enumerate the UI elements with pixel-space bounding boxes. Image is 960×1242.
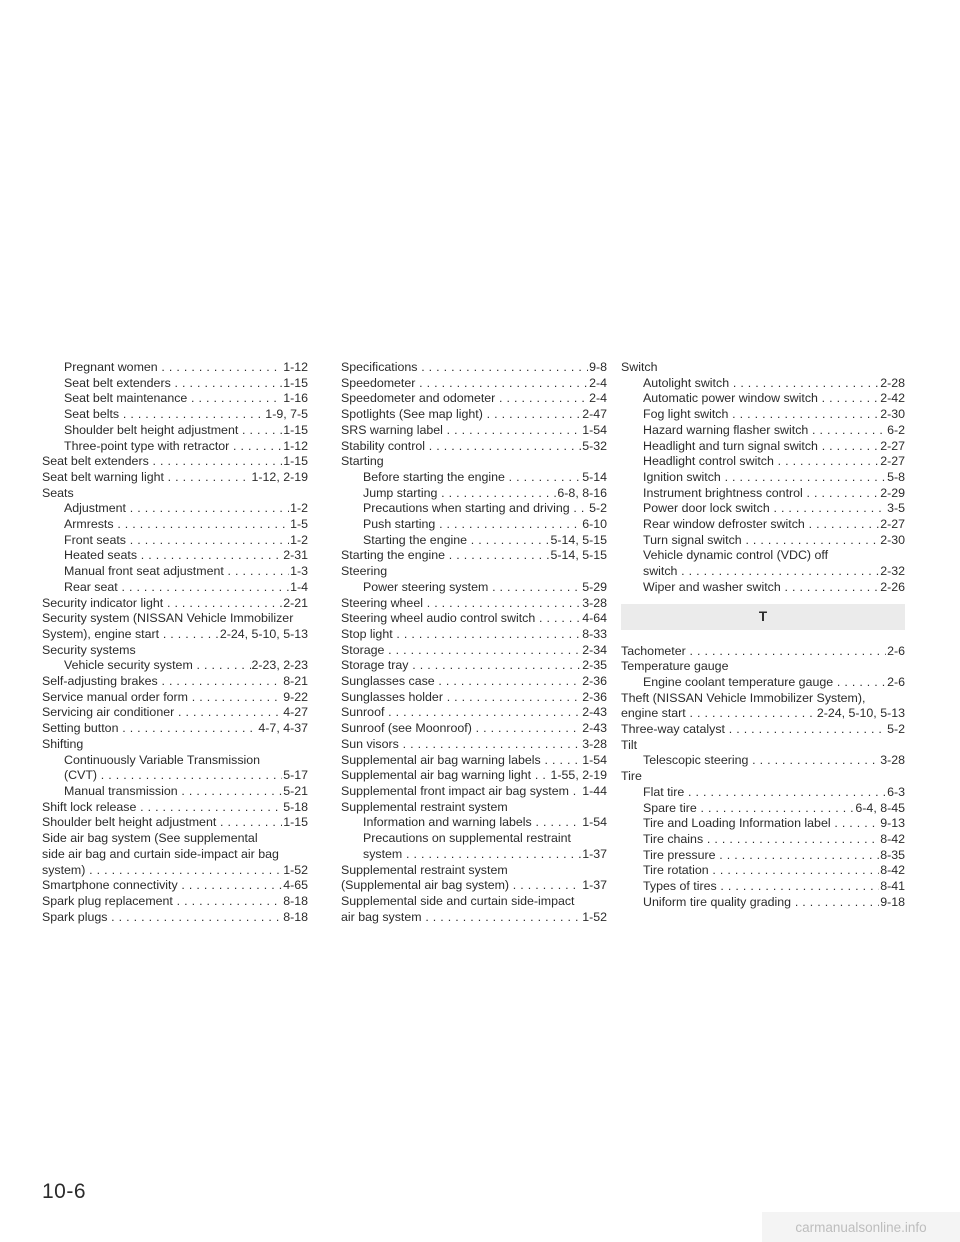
- entry-page-ref: 6-10: [582, 517, 607, 532]
- entry-text: Steering: [341, 564, 388, 579]
- entry-page-ref: 2-23, 2-23: [251, 658, 308, 673]
- index-subentry: [341, 580, 607, 596]
- entry-text: Power door lock switch . . .: [643, 501, 886, 517]
- entry-page-ref: 1-9, 7-5: [265, 407, 308, 422]
- index-entry: [42, 674, 308, 690]
- entry-text: System), engine start . . .: [42, 627, 219, 643]
- entry-text: Vehicle dynamic control (VDC) off: [643, 548, 829, 563]
- index-subentry: [341, 847, 607, 863]
- entry-page-ref: 2-24, 5-10, 5-13: [219, 626, 308, 641]
- index-subentry: [621, 801, 905, 817]
- entry-page-ref: 1-15: [283, 422, 308, 437]
- entry-page-ref: 3-5: [887, 501, 905, 516]
- entry-text: Three-point type with retractor . . .: [64, 439, 282, 455]
- entry-page-ref: 9-8: [589, 360, 607, 374]
- index-entry: [42, 910, 308, 926]
- entry-page-ref: 8-42: [880, 863, 905, 878]
- entry-text: Supplemental restraint system: [341, 862, 508, 877]
- entry-text: Steering wheel audio control switch . . .: [341, 611, 581, 627]
- entry-text: Shift lock release . . .: [42, 800, 282, 816]
- entry-page-ref: 2-28: [880, 375, 905, 390]
- entry-page-ref: 2-43: [582, 705, 607, 720]
- entry-text: Servicing air conditioner . . .: [42, 705, 282, 721]
- index-subentry: [341, 501, 607, 517]
- entry-page-ref: 2-36: [582, 689, 607, 704]
- entry-text: Pregnant women . . .: [64, 360, 282, 376]
- entry-text: system) . . .: [42, 863, 282, 879]
- index-entry: [341, 705, 607, 721]
- index-subentry: [341, 831, 607, 847]
- index-subentry: [621, 832, 905, 848]
- entry-text: Supplemental air bag warning labels . . .: [341, 753, 581, 769]
- entry-page-ref: 1-15: [283, 815, 308, 830]
- index-entry: [341, 878, 607, 894]
- index-subentry: [621, 753, 905, 769]
- index-column-2: [341, 360, 607, 925]
- entry-text: Speedometer . . .: [341, 376, 588, 392]
- index-entry: [621, 738, 905, 754]
- entry-text: Precautions on supplemental restraint: [363, 831, 572, 846]
- entry-page-ref: 1-54: [582, 752, 607, 767]
- entry-text: Spark plugs . . .: [42, 910, 282, 926]
- index-entry: [341, 690, 607, 706]
- entry-text: Front seats . . .: [64, 533, 289, 549]
- entry-page-ref: 5-18: [283, 799, 308, 814]
- entry-page-ref: 2-24, 5-10, 5-13: [816, 706, 905, 721]
- index-entry: [341, 611, 607, 627]
- entry-text: Hazard warning flasher switch . . .: [643, 423, 886, 439]
- entry-page-ref: 5-17: [283, 768, 308, 783]
- entry-page-ref: 1-54: [582, 422, 607, 437]
- index-entry: [341, 643, 607, 659]
- section-header: T: [621, 604, 905, 630]
- entry-text: Tachometer . . .: [621, 644, 886, 660]
- index-entry: [341, 768, 607, 784]
- entry-text: Shoulder belt height adjustment . . .: [64, 423, 282, 439]
- entry-page-ref: 2-47: [582, 407, 607, 422]
- index-subentry: [621, 407, 905, 423]
- index-subentry: [42, 768, 308, 784]
- entry-page-ref: 8-21: [283, 674, 308, 689]
- index-column-1: [42, 360, 308, 925]
- index-entry: [42, 737, 308, 753]
- entry-text: Manual front seat adjustment . . .: [64, 564, 289, 580]
- index-subentry: [621, 486, 905, 502]
- entry-page-ref: 9-18: [880, 894, 905, 909]
- entry-page-ref: 8-18: [283, 893, 308, 908]
- entry-text: Heated seats . . .: [64, 548, 282, 564]
- entry-text: Storage . . .: [341, 643, 581, 659]
- index-subentry: [621, 848, 905, 864]
- entry-text: Spare tire . . .: [643, 801, 854, 817]
- entry-text: Side air bag system (See supplemental: [42, 831, 258, 846]
- index-subentry: [621, 863, 905, 879]
- index-entry: [341, 737, 607, 753]
- index-subentry: [42, 784, 308, 800]
- entry-text: Telescopic steering . . .: [643, 753, 879, 769]
- entry-page-ref: 2-42: [880, 391, 905, 406]
- index-entry: [341, 800, 607, 816]
- index-subentry: [341, 470, 607, 486]
- entry-page-ref: 9-22: [283, 689, 308, 704]
- entry-text: Sun visors . . .: [341, 737, 581, 753]
- entry-text: Theft (NISSAN Vehicle Immobilizer System),: [621, 690, 866, 705]
- entry-text: Seat belt extenders . . .: [64, 376, 282, 392]
- index-entry: [621, 644, 905, 660]
- entry-text: Supplemental front impact air bag system . . .: [341, 784, 581, 800]
- entry-page-ref: 5-14, 5-15: [550, 532, 607, 547]
- index-entry: [42, 847, 308, 863]
- index-entry: [341, 564, 607, 580]
- entry-page-ref: 8-42: [880, 831, 905, 846]
- entry-text: Seats: [42, 485, 74, 500]
- entry-text: Steering wheel . . .: [341, 596, 581, 612]
- entry-text: Jump starting . . .: [363, 486, 556, 502]
- entry-text: Precautions when starting and driving . . .: [363, 501, 588, 517]
- entry-page-ref: 1-55, 2-19: [550, 768, 607, 783]
- entry-text: Security systems: [42, 642, 136, 657]
- index-subentry: [621, 439, 905, 455]
- entry-text: Manual transmission . . .: [64, 784, 282, 800]
- index-subentry: [341, 486, 607, 502]
- entry-page-ref: 1-12: [283, 438, 308, 453]
- index-subentry: [621, 470, 905, 486]
- index-entry: [42, 596, 308, 612]
- entry-page-ref: 1-2: [290, 501, 308, 516]
- entry-page-ref: 2-26: [880, 579, 905, 594]
- watermark-text[interactable]: carmanualsonline.info: [762, 1212, 960, 1242]
- entry-page-ref: 5-29: [582, 579, 607, 594]
- entry-page-ref: 2-30: [880, 532, 905, 547]
- index-subentry: [341, 517, 607, 533]
- index-entry: [42, 831, 308, 847]
- index-entry: [341, 627, 607, 643]
- entry-text: Seat belt extenders . . .: [42, 454, 282, 470]
- index-entry: [341, 784, 607, 800]
- index-column-3: [621, 360, 905, 911]
- index-entry: [621, 706, 905, 722]
- entry-text: (CVT) . . .: [64, 768, 282, 784]
- index-subentry: [621, 816, 905, 832]
- entry-text: engine start . . .: [621, 706, 816, 722]
- entry-text: Autolight switch . . .: [643, 376, 879, 392]
- entry-text: Setting button . . .: [42, 721, 257, 737]
- entry-text: Speedometer and odometer . . .: [341, 391, 588, 407]
- entry-page-ref: 2-36: [582, 674, 607, 689]
- entry-page-ref: 1-37: [582, 878, 607, 893]
- entry-page-ref: 1-52: [283, 862, 308, 877]
- entry-text: Types of tires . . .: [643, 879, 879, 895]
- index-entry: [42, 705, 308, 721]
- entry-text: Smartphone connectivity . . .: [42, 878, 282, 894]
- index-subentry: [621, 423, 905, 439]
- index-subentry: [42, 376, 308, 392]
- entry-page-ref: 3-28: [582, 736, 607, 751]
- index-entry: [42, 486, 308, 502]
- entry-text: (Supplemental air bag system) . . .: [341, 878, 581, 894]
- entry-page-ref: 1-16: [283, 391, 308, 406]
- index-entry: [621, 722, 905, 738]
- entry-page-ref: 4-7, 4-37: [258, 721, 308, 736]
- entry-page-ref: 9-13: [880, 816, 905, 831]
- entry-text: air bag system . . .: [341, 910, 581, 926]
- entry-text: Wiper and washer switch . . .: [643, 580, 879, 596]
- entry-text: Power steering system . . .: [363, 580, 581, 596]
- entry-text: Specifications . . .: [341, 360, 588, 376]
- entry-page-ref: 2-4: [589, 375, 607, 390]
- index-entry: [42, 470, 308, 486]
- entry-page-ref: 1-54: [582, 815, 607, 830]
- entry-page-ref: 8-18: [283, 909, 308, 924]
- index-subentry: [42, 501, 308, 517]
- page-number: 10-6: [42, 1180, 87, 1203]
- entry-text: Before starting the engine . . .: [363, 470, 581, 486]
- entry-text: switch . . .: [643, 564, 879, 580]
- entry-text: Seat belt maintenance . . .: [64, 391, 282, 407]
- index-entry: [341, 658, 607, 674]
- index-entry: [42, 454, 308, 470]
- index-entry: [341, 863, 607, 879]
- index-entry: [621, 769, 905, 785]
- index-subentry: [621, 548, 905, 564]
- entry-text: Push starting . . .: [363, 517, 581, 533]
- entry-text: Seat belts . . .: [64, 407, 264, 423]
- entry-page-ref: 5-21: [283, 783, 308, 798]
- index-entry: [341, 753, 607, 769]
- index-entry: [42, 894, 308, 910]
- entry-text: Service manual order form . . .: [42, 690, 282, 706]
- entry-text: SRS warning label . . .: [341, 423, 581, 439]
- entry-text: Tire chains . . .: [643, 832, 879, 848]
- entry-text: Supplemental air bag warning light . . .: [341, 768, 550, 784]
- index-subentry: [341, 815, 607, 831]
- entry-text: Switch: [621, 360, 658, 374]
- entry-page-ref: 2-43: [582, 721, 607, 736]
- entry-text: Sunroof . . .: [341, 705, 581, 721]
- index-subentry: [341, 533, 607, 549]
- entry-text: Temperature gauge: [621, 659, 729, 674]
- entry-page-ref: 2-27: [880, 517, 905, 532]
- entry-text: Spark plug replacement . . .: [42, 894, 282, 910]
- index-subentry: [42, 439, 308, 455]
- entry-page-ref: 8-33: [582, 626, 607, 641]
- entry-text: Shoulder belt height adjustment . . .: [42, 815, 282, 831]
- index-entry: [42, 627, 308, 643]
- entry-page-ref: 6-3: [887, 784, 905, 799]
- entry-text: Stability control . . .: [341, 439, 581, 455]
- entry-text: Seat belt warning light . . .: [42, 470, 251, 486]
- index-entry: [621, 659, 905, 675]
- index-subentry: [42, 533, 308, 549]
- entry-text: Headlight and turn signal switch . . .: [643, 439, 879, 455]
- entry-page-ref: 5-32: [582, 438, 607, 453]
- index-subentry: [42, 548, 308, 564]
- index-entry: [341, 721, 607, 737]
- entry-text: Security system (NISSAN Vehicle Immobilizer: [42, 611, 294, 626]
- entry-page-ref: 4-27: [283, 705, 308, 720]
- index-subentry: [42, 658, 308, 674]
- entry-text: Security indicator light . . .: [42, 596, 282, 612]
- entry-text: Instrument brightness control . . .: [643, 486, 879, 502]
- entry-page-ref: 5-2: [589, 501, 607, 516]
- entry-text: Stop light . . .: [341, 627, 581, 643]
- index-subentry: [42, 564, 308, 580]
- entry-page-ref: 1-52: [582, 909, 607, 924]
- entry-page-ref: 4-65: [283, 878, 308, 893]
- entry-text: Armrests . . .: [64, 517, 289, 533]
- entry-page-ref: 6-4, 8-45: [855, 800, 905, 815]
- index-subentry: [42, 360, 308, 376]
- index-subentry: [42, 391, 308, 407]
- index-subentry: [621, 675, 905, 691]
- entry-page-ref: 2-35: [582, 658, 607, 673]
- index-subentry: [42, 753, 308, 769]
- entry-page-ref: 8-35: [880, 847, 905, 862]
- entry-page-ref: 1-44: [582, 783, 607, 798]
- index-entry: [341, 674, 607, 690]
- index-entry: [42, 815, 308, 831]
- entry-page-ref: 5-8: [887, 469, 905, 484]
- entry-page-ref: 2-21: [283, 595, 308, 610]
- entry-page-ref: 2-30: [880, 407, 905, 422]
- entry-text: Supplemental side and curtain side-impact: [341, 893, 575, 908]
- entry-page-ref: 1-2: [290, 532, 308, 547]
- index-subentry: [621, 785, 905, 801]
- entry-text: Sunglasses case . . .: [341, 674, 581, 690]
- entry-page-ref: 6-2: [887, 422, 905, 437]
- entry-page-ref: 6-8, 8-16: [557, 485, 607, 500]
- entry-text: Spotlights (See map light) . . .: [341, 407, 581, 423]
- entry-text: Continuously Variable Transmission: [64, 752, 261, 767]
- entry-text: Tire rotation . . .: [643, 863, 879, 879]
- entry-text: Supplemental restraint system: [341, 799, 508, 814]
- index-entry: [621, 691, 905, 707]
- index-entry: [341, 894, 607, 910]
- entry-text: Shifting: [42, 736, 84, 751]
- index-entry: [42, 721, 308, 737]
- entry-page-ref: 3-28: [880, 753, 905, 768]
- entry-text: Uniform tire quality grading . . .: [643, 895, 879, 911]
- index-entry: [341, 376, 607, 392]
- entry-page-ref: 2-32: [880, 564, 905, 579]
- entry-text: Automatic power window switch . . .: [643, 391, 879, 407]
- index-entry: [341, 454, 607, 470]
- index-entry: [42, 863, 308, 879]
- entry-text: Sunroof (see Moonroof) . . .: [341, 721, 581, 737]
- entry-text: Ignition switch . . .: [643, 470, 886, 486]
- index-subentry: [621, 895, 905, 911]
- index-entry: [341, 423, 607, 439]
- entry-page-ref: 1-12, 2-19: [251, 469, 308, 484]
- index-subentry: [42, 517, 308, 533]
- index-entry: [42, 643, 308, 659]
- entry-text: Tilt: [621, 737, 638, 752]
- index-subentry: [621, 533, 905, 549]
- entry-page-ref: 1-3: [290, 564, 308, 579]
- entry-page-ref: 5-2: [887, 722, 905, 737]
- index-entry: [341, 439, 607, 455]
- entry-page-ref: 2-34: [582, 642, 607, 657]
- entry-text: Adjustment . . .: [64, 501, 289, 517]
- entry-text: Fog light switch . . .: [643, 407, 879, 423]
- index-subentry: [621, 501, 905, 517]
- entry-page-ref: 2-27: [880, 438, 905, 453]
- entry-text: Headlight control switch . . .: [643, 454, 879, 470]
- entry-text: side air bag and curtain side-impact air bag: [42, 846, 279, 861]
- entry-text: Sunglasses holder . . .: [341, 690, 581, 706]
- entry-text: Tire and Loading Information label . . .: [643, 816, 879, 832]
- entry-text: Starting the engine . . .: [341, 548, 550, 564]
- entry-text: Storage tray . . .: [341, 658, 581, 674]
- entry-text: Three-way catalyst . . .: [621, 722, 886, 738]
- entry-page-ref: 3-28: [582, 595, 607, 610]
- index-entry: [341, 910, 607, 926]
- entry-text: Self-adjusting brakes . . .: [42, 674, 282, 690]
- index-entry: [341, 596, 607, 612]
- entry-text: Starting: [341, 454, 384, 469]
- index-entry: [341, 548, 607, 564]
- index-subentry: [621, 564, 905, 580]
- entry-text: Turn signal switch . . .: [643, 533, 879, 549]
- entry-page-ref: 5-14: [582, 469, 607, 484]
- index-subentry: [621, 376, 905, 392]
- index-subentry: [42, 407, 308, 423]
- entry-page-ref: 1-4: [290, 579, 308, 594]
- entry-page-ref: 1-5: [290, 517, 308, 532]
- index-subentry: [621, 580, 905, 596]
- entry-text: Vehicle security system . . .: [64, 658, 251, 674]
- entry-text: Flat tire . . .: [643, 785, 886, 801]
- index-subentry: [621, 517, 905, 533]
- index-entry: [341, 360, 607, 376]
- entry-page-ref: 2-6: [887, 643, 905, 658]
- entry-text: Information and warning labels . . .: [363, 815, 581, 831]
- index-subentry: [621, 454, 905, 470]
- entry-text: Starting the engine . . .: [363, 533, 550, 549]
- entry-page-ref: 2-29: [880, 485, 905, 500]
- index-entry: [42, 690, 308, 706]
- entry-page-ref: 5-14, 5-15: [550, 548, 607, 563]
- entry-text: Engine coolant temperature gauge . . .: [643, 675, 886, 691]
- index-entry: [341, 391, 607, 407]
- entry-text: Rear seat . . .: [64, 580, 289, 596]
- entry-text: system . . .: [363, 847, 581, 863]
- index-entry: [341, 407, 607, 423]
- index-entry: [621, 360, 905, 376]
- index-subentry: [621, 391, 905, 407]
- index-subentry: [42, 580, 308, 596]
- entry-page-ref: 2-6: [887, 674, 905, 689]
- entry-page-ref: 2-31: [283, 548, 308, 563]
- index-entry: [42, 800, 308, 816]
- entry-text: Tire pressure . . .: [643, 848, 879, 864]
- index-subentry: [621, 879, 905, 895]
- index-entry: [42, 878, 308, 894]
- entry-page-ref: 8-41: [880, 879, 905, 894]
- entry-text: Rear window defroster switch . . .: [643, 517, 879, 533]
- entry-page-ref: 2-4: [589, 391, 607, 406]
- entry-page-ref: 1-15: [283, 454, 308, 469]
- index-subentry: [42, 423, 308, 439]
- entry-page-ref: 1-12: [283, 360, 308, 374]
- entry-page-ref: 4-64: [582, 611, 607, 626]
- index-entry: [42, 611, 308, 627]
- entry-text: Tire: [621, 769, 642, 784]
- entry-page-ref: 2-27: [880, 454, 905, 469]
- entry-page-ref: 1-15: [283, 375, 308, 390]
- entry-page-ref: 1-37: [582, 846, 607, 861]
